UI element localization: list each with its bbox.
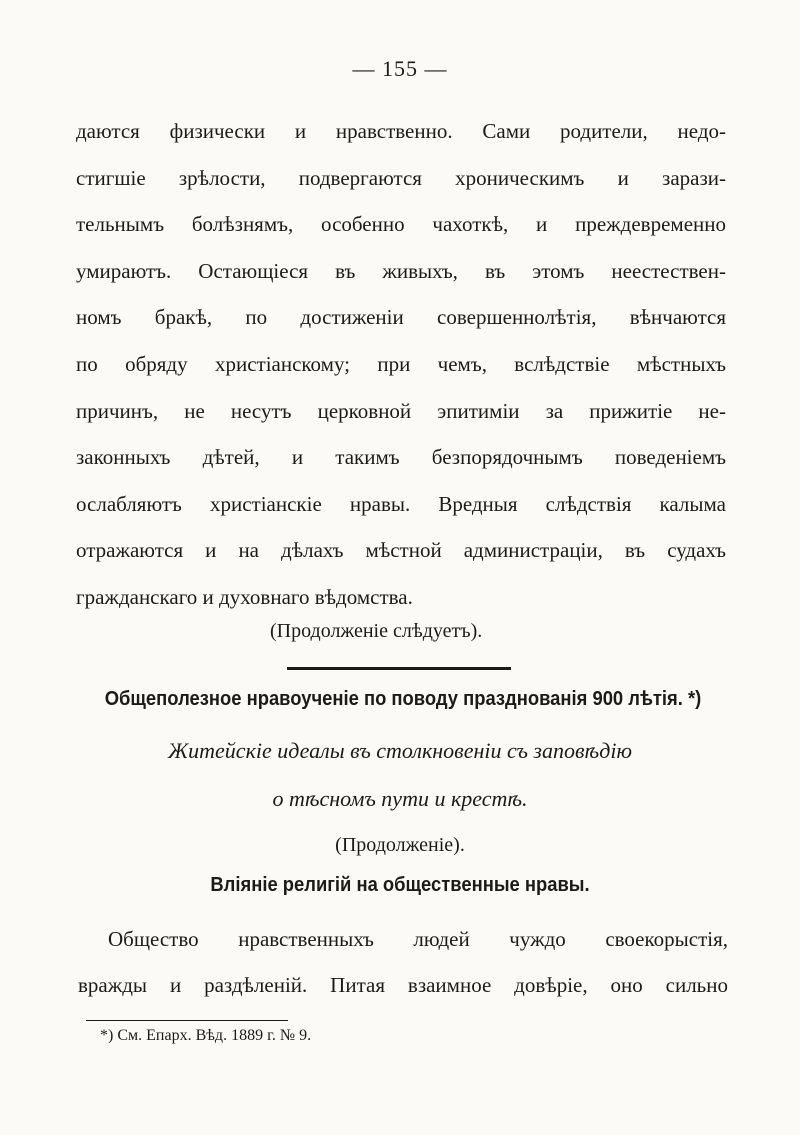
text-line: законныхъ дѣтей, и такимъ безпорядочнымъ поведеніемъ [76,445,726,470]
to-be-continued-note: (Продолженіе слѣдуетъ). [270,620,483,642]
text-line: умираютъ. Остающіеся въ живыхъ, въ этомъ неестествен- [76,258,726,283]
text-line: даются физически и нравственно. Сами родители, недо- [76,119,726,143]
footnote-divider [86,1020,288,1021]
text-line: тельнымъ болѣзнямъ, особенно чахоткѣ, и преждевременно [76,212,726,237]
text-line: ослабляютъ христіанскіе нравы. Вредныя слѣдствія калыма [76,491,726,516]
text-line: гражданскаго и духовнаго вѣдомства. [76,584,413,609]
section-divider [287,667,511,670]
text-line: Общество нравственныхъ людей чуждо своекорыстія, [108,927,728,951]
article-subtitle-line-1: Житейскіе идеалы въ столкновеніи съ заповѣдію [168,738,632,763]
footnote: *) См. Епарх. Вѣд. 1889 г. № 9. [100,1027,312,1044]
article-paragraph [78,916,728,1008]
section-heading: Вліяніе религій на общественные нравы. [210,874,590,896]
text-line: вражды и раздѣленій. Питая взаимное довѣріе, оно сильно [78,973,728,997]
continued-label: (Продолженіе). [335,834,465,856]
paragraph-continued [76,108,726,621]
text-line: стигшіе зрѣлости, подвергаются хроническимъ и зарази- [76,165,726,190]
text-line: номъ бракѣ, по достиженіи совершеннолѣтія, вѣнчаются [76,305,726,330]
article-title: Общеполезное нравоученіе по поводу празднованія 900 лѣтія. *) [104,688,702,710]
article-subtitle-line-2: о тѣсномъ пути и крестѣ. [272,786,528,811]
page-number: — 155 — [352,56,448,81]
text-line: отражаются и на дѣлахъ мѣстной администраціи, въ судахъ [76,538,726,563]
text-line: причинъ, не несутъ церковной эпитиміи за прижитіе не- [76,398,726,423]
text-line: по обряду христіанскому; при чемъ, вслѣдствіе мѣстныхъ [76,351,726,376]
